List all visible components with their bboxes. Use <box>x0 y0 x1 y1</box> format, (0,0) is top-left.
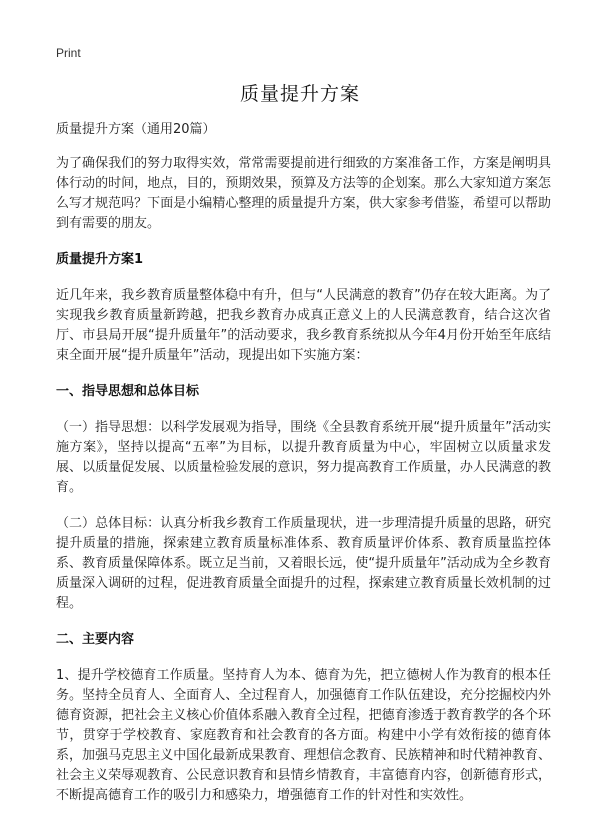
section-heading-main-content: 二、主要内容 <box>56 632 135 647</box>
section-heading-guiding: 一、指导思想和总体目标 <box>56 384 200 399</box>
document-body <box>56 120 551 822</box>
main-content-paragraph: 1、提升学校德育工作质量。坚持育人为本、德育为先，把立德树人作为教育的根本任务。坚持全员育人、全面育人、全过程育人，加强德育工作队伍建设，充分挖掘校内外德育资源，把社会主义核心价值体系融入教育全过程，把德育渗透于教育教学的各个环节，贯穿于学校教育、家庭教育和社会教育的各方面。构建中小学有效衔接的德育体系，加强马克思主义中国化最新成果教育、理想信念教育、民族精神和时代精神教育、社会主义荣辱观教育、公民意识教育和县情乡情教育，丰富德育内容，创新德育形式，不断提高德育工作的吸引力和感染力，增强德育工作的针对性和实效性。 <box>56 668 551 803</box>
section-heading-plan1: 质量提升方案1 <box>56 252 144 267</box>
page-title: 质量提升方案 <box>239 83 360 105</box>
print-link[interactable]: Print <box>56 46 81 60</box>
plan1-paragraph: 近几年来，我乡教育质量整体稳中有升，但与“人民满意的教育”仍存在较大距离。为了实现我乡教育质量新跨越，把我乡教育办成真正意义上的人民满意教育，结合这次省厅、市县局开展“提升质量年”的活动要求，我乡教育系统拟从今年4月份开始至年底结束全面开展“提升质量年”活动，现提出如下实施方案： <box>56 288 551 363</box>
document-subtitle: 质量提升方案（通用20篇） <box>56 122 216 137</box>
intro-paragraph: 为了确保我们的努力取得实效，常常需要提前进行细致的方案准备工作，方案是阐明具体行动的时间，地点，目的，预期效果，预算及方法等的企划案。那么大家知道方案怎么写才规范吗？下面是小编精心整理的质量提升方案，供大家参考借鉴，希望可以帮助到有需要的朋友。 <box>56 156 551 231</box>
overall-goal-paragraph: （二）总体目标：认真分析我乡教育工作质量现状，进一步理清提升质量的思路，研究提升质量的措施，探索建立教育质量标准体系、教育质量评价体系、教育质量监控体系、教育质量保障体系。既立足当前，又着眼长远，使“提升质量年”活动成为全乡教育质量深入调研的过程，促进教育质量全面提升的过程，探索建立教育质量长效机制的过程。 <box>56 516 551 611</box>
guiding-thought-paragraph: （一）指导思想：以科学发展观为指导，围绕《全县教育系统开展“提升质量年”活动实施方案》，坚持以提高“五率”为目标，以提升教育质量为中心，牢固树立以质量求发展、以质量促发展、以质量检验发展的意识，努力提高教育工作质量，办人民满意的教育。 <box>56 420 551 495</box>
